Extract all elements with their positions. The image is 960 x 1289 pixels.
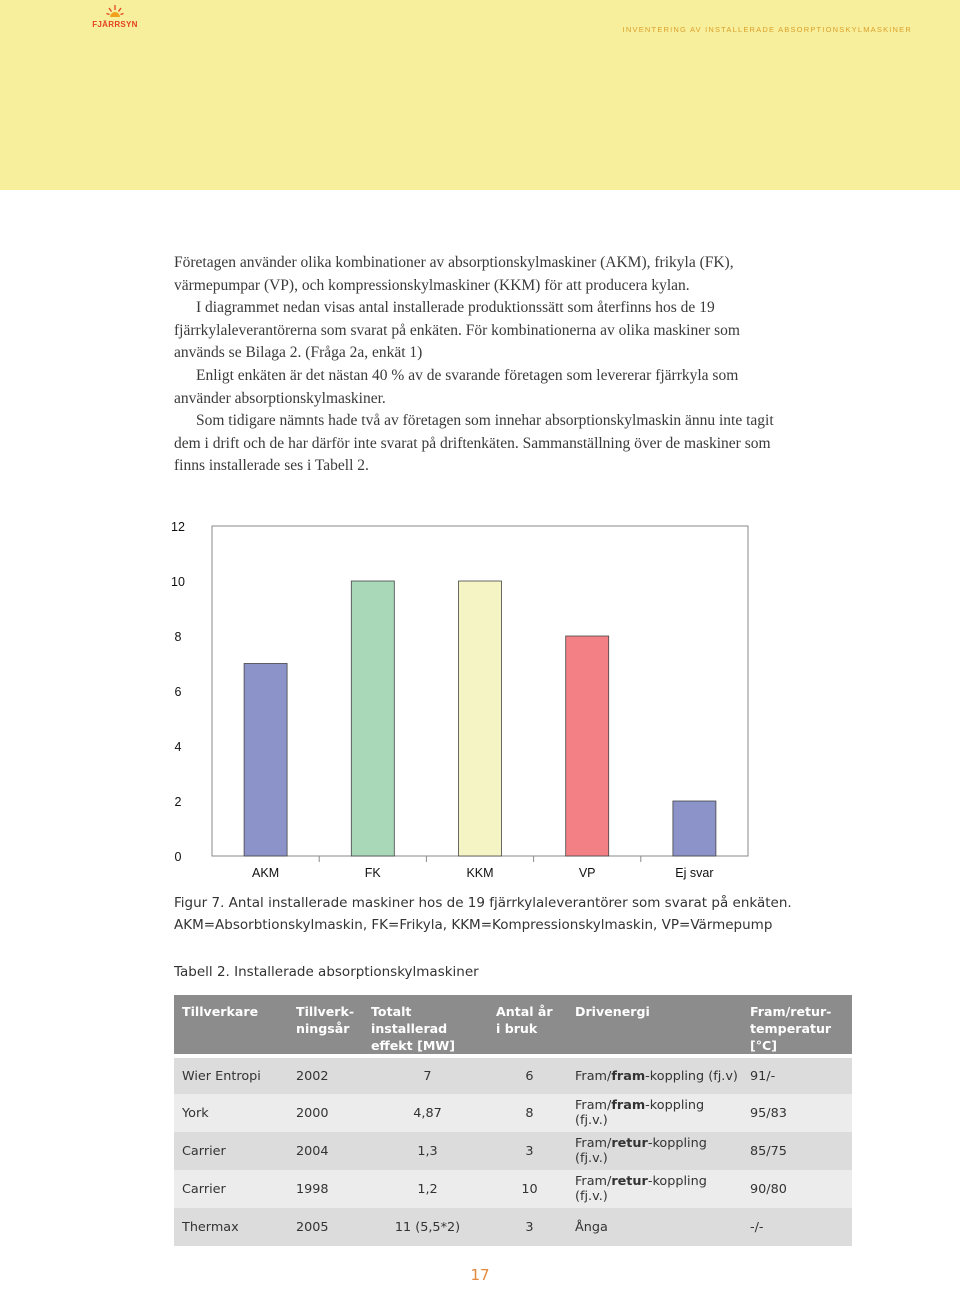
cell-energy: Fram/retur-koppling (fj.v.) [567, 1132, 742, 1170]
cell-temperature: 90/80 [742, 1170, 852, 1208]
cell-manufacturer: Carrier [174, 1170, 288, 1208]
page-number: 17 [470, 1266, 490, 1284]
header-years-in-use: Antal år i bruk [488, 995, 567, 1056]
figure-caption [174, 892, 814, 936]
cell-manufacturer: Carrier [174, 1132, 288, 1170]
header-energy: Drivenergi [567, 995, 742, 1056]
bar-fk [351, 581, 394, 856]
y-tick-label: 4 [174, 740, 182, 754]
caption-line-1: Figur 7. Antal installerade maskiner hos de 19 fjärrkylaleverantörer som svarat på enkäten. [174, 895, 792, 911]
cell-year: 2004 [288, 1132, 363, 1170]
paragraph-3: Enligt enkäten är det nästan 40 % av de svarande företagen som levererar fjärrkyla som använder absorptionskylmaskiner. [174, 366, 739, 407]
cell-year: 1998 [288, 1170, 363, 1208]
cell-manufacturer: Wier Entropi [174, 1056, 288, 1094]
table-header-row [174, 995, 852, 1056]
running-head: INVENTERING AV INSTALLERADE ABSORPTIONSKYLMASKINER [622, 25, 912, 34]
cell-power: 7 [363, 1056, 488, 1094]
table-row [174, 1208, 852, 1246]
table-row [174, 1056, 852, 1094]
header-band [0, 0, 960, 190]
x-tick-label: VP [578, 866, 596, 880]
cell-temperature: 95/83 [742, 1094, 852, 1132]
header-temperature: Fram/retur- temperatur [°C] [742, 995, 852, 1056]
y-tick-label: 12 [171, 520, 185, 534]
bar-chart-svg [160, 510, 770, 890]
y-tick-label: 6 [174, 685, 182, 699]
logo-text: FJÄRRSYN [92, 20, 138, 29]
y-tick-label: 8 [174, 630, 182, 644]
machines-table [174, 995, 852, 1246]
x-tick-label: FK [364, 866, 381, 880]
x-tick-label: AKM [252, 866, 280, 880]
cell-energy: Fram/fram-koppling (fj.v) [567, 1056, 742, 1094]
header-manufacturer: Tillverkare [174, 995, 288, 1056]
cell-temperature: 85/75 [742, 1132, 852, 1170]
paragraph-4: Som tidigare nämnts hade två av företagen som innehar absorptionskylmaskin ännu inte tagit dem i drift och de har därför inte svarat på driftenkäten. Sammanställning över de maskiner som finns installerade ses i Tabell 2. [174, 412, 774, 475]
paragraph-1: Företagen använder olika kombinationer av absorptionskylmaskiner (AKM), frikyla (FK), värmepumpar (VP), och kompressionskylmaskiner (KKM) för att producera kylan. [174, 254, 734, 294]
cell-year: 2002 [288, 1056, 363, 1094]
y-tick-label: 10 [171, 575, 185, 589]
cell-power: 4,87 [363, 1094, 488, 1132]
header-year: Tillverk- ningsår [288, 995, 363, 1056]
cell-energy: Fram/fram-koppling (fj.v.) [567, 1094, 742, 1132]
cell-years-in-use: 10 [488, 1170, 567, 1208]
cell-years-in-use: 6 [488, 1056, 567, 1094]
cell-years-in-use: 8 [488, 1094, 567, 1132]
fjarrsyn-logo [88, 4, 142, 32]
table-row [174, 1132, 852, 1170]
cell-power: 11 (5,5*2) [363, 1208, 488, 1246]
cell-temperature: 91/- [742, 1056, 852, 1094]
bar-vp [566, 636, 609, 856]
table-row [174, 1094, 852, 1132]
cell-years-in-use: 3 [488, 1132, 567, 1170]
x-tick-label: KKM [466, 866, 494, 880]
bar-chart [160, 510, 770, 890]
sun-icon [106, 4, 124, 18]
table-row [174, 1170, 852, 1208]
cell-manufacturer: York [174, 1094, 288, 1132]
cell-energy: Ånga [567, 1208, 742, 1246]
caption-line-2: AKM=Absorbtionskylmaskin, FK=Frikyla, KKM=Kompressionskylmaskin, VP=Värmepump [174, 917, 773, 933]
bar-kkm [459, 581, 502, 856]
y-tick-label: 0 [174, 850, 182, 864]
bar-ej-svar [673, 801, 716, 856]
header-power: Totalt installerad effekt [MW] [363, 995, 488, 1056]
bar-akm [244, 664, 287, 857]
cell-power: 1,3 [363, 1132, 488, 1170]
cell-power: 1,2 [363, 1170, 488, 1208]
table-title: Tabell 2. Installerade absorptionskylmaskiner [174, 964, 479, 980]
cell-year: 2000 [288, 1094, 363, 1132]
paragraph-2: I diagrammet nedan visas antal installerade produktionssätt som återfinns hos de 19 fjärrkylaleverantörerna som svarat på enkäten. För kombinationerna av olika maskiner som används se Bilaga 2. (Fråga 2a, enkät 1) [174, 299, 740, 362]
y-tick-label: 2 [174, 795, 182, 809]
cell-manufacturer: Thermax [174, 1208, 288, 1246]
body-text [174, 252, 794, 478]
cell-year: 2005 [288, 1208, 363, 1246]
cell-years-in-use: 3 [488, 1208, 567, 1246]
cell-temperature: -/- [742, 1208, 852, 1246]
x-tick-label: Ej svar [675, 866, 714, 880]
cell-energy: Fram/retur-koppling (fj.v.) [567, 1170, 742, 1208]
